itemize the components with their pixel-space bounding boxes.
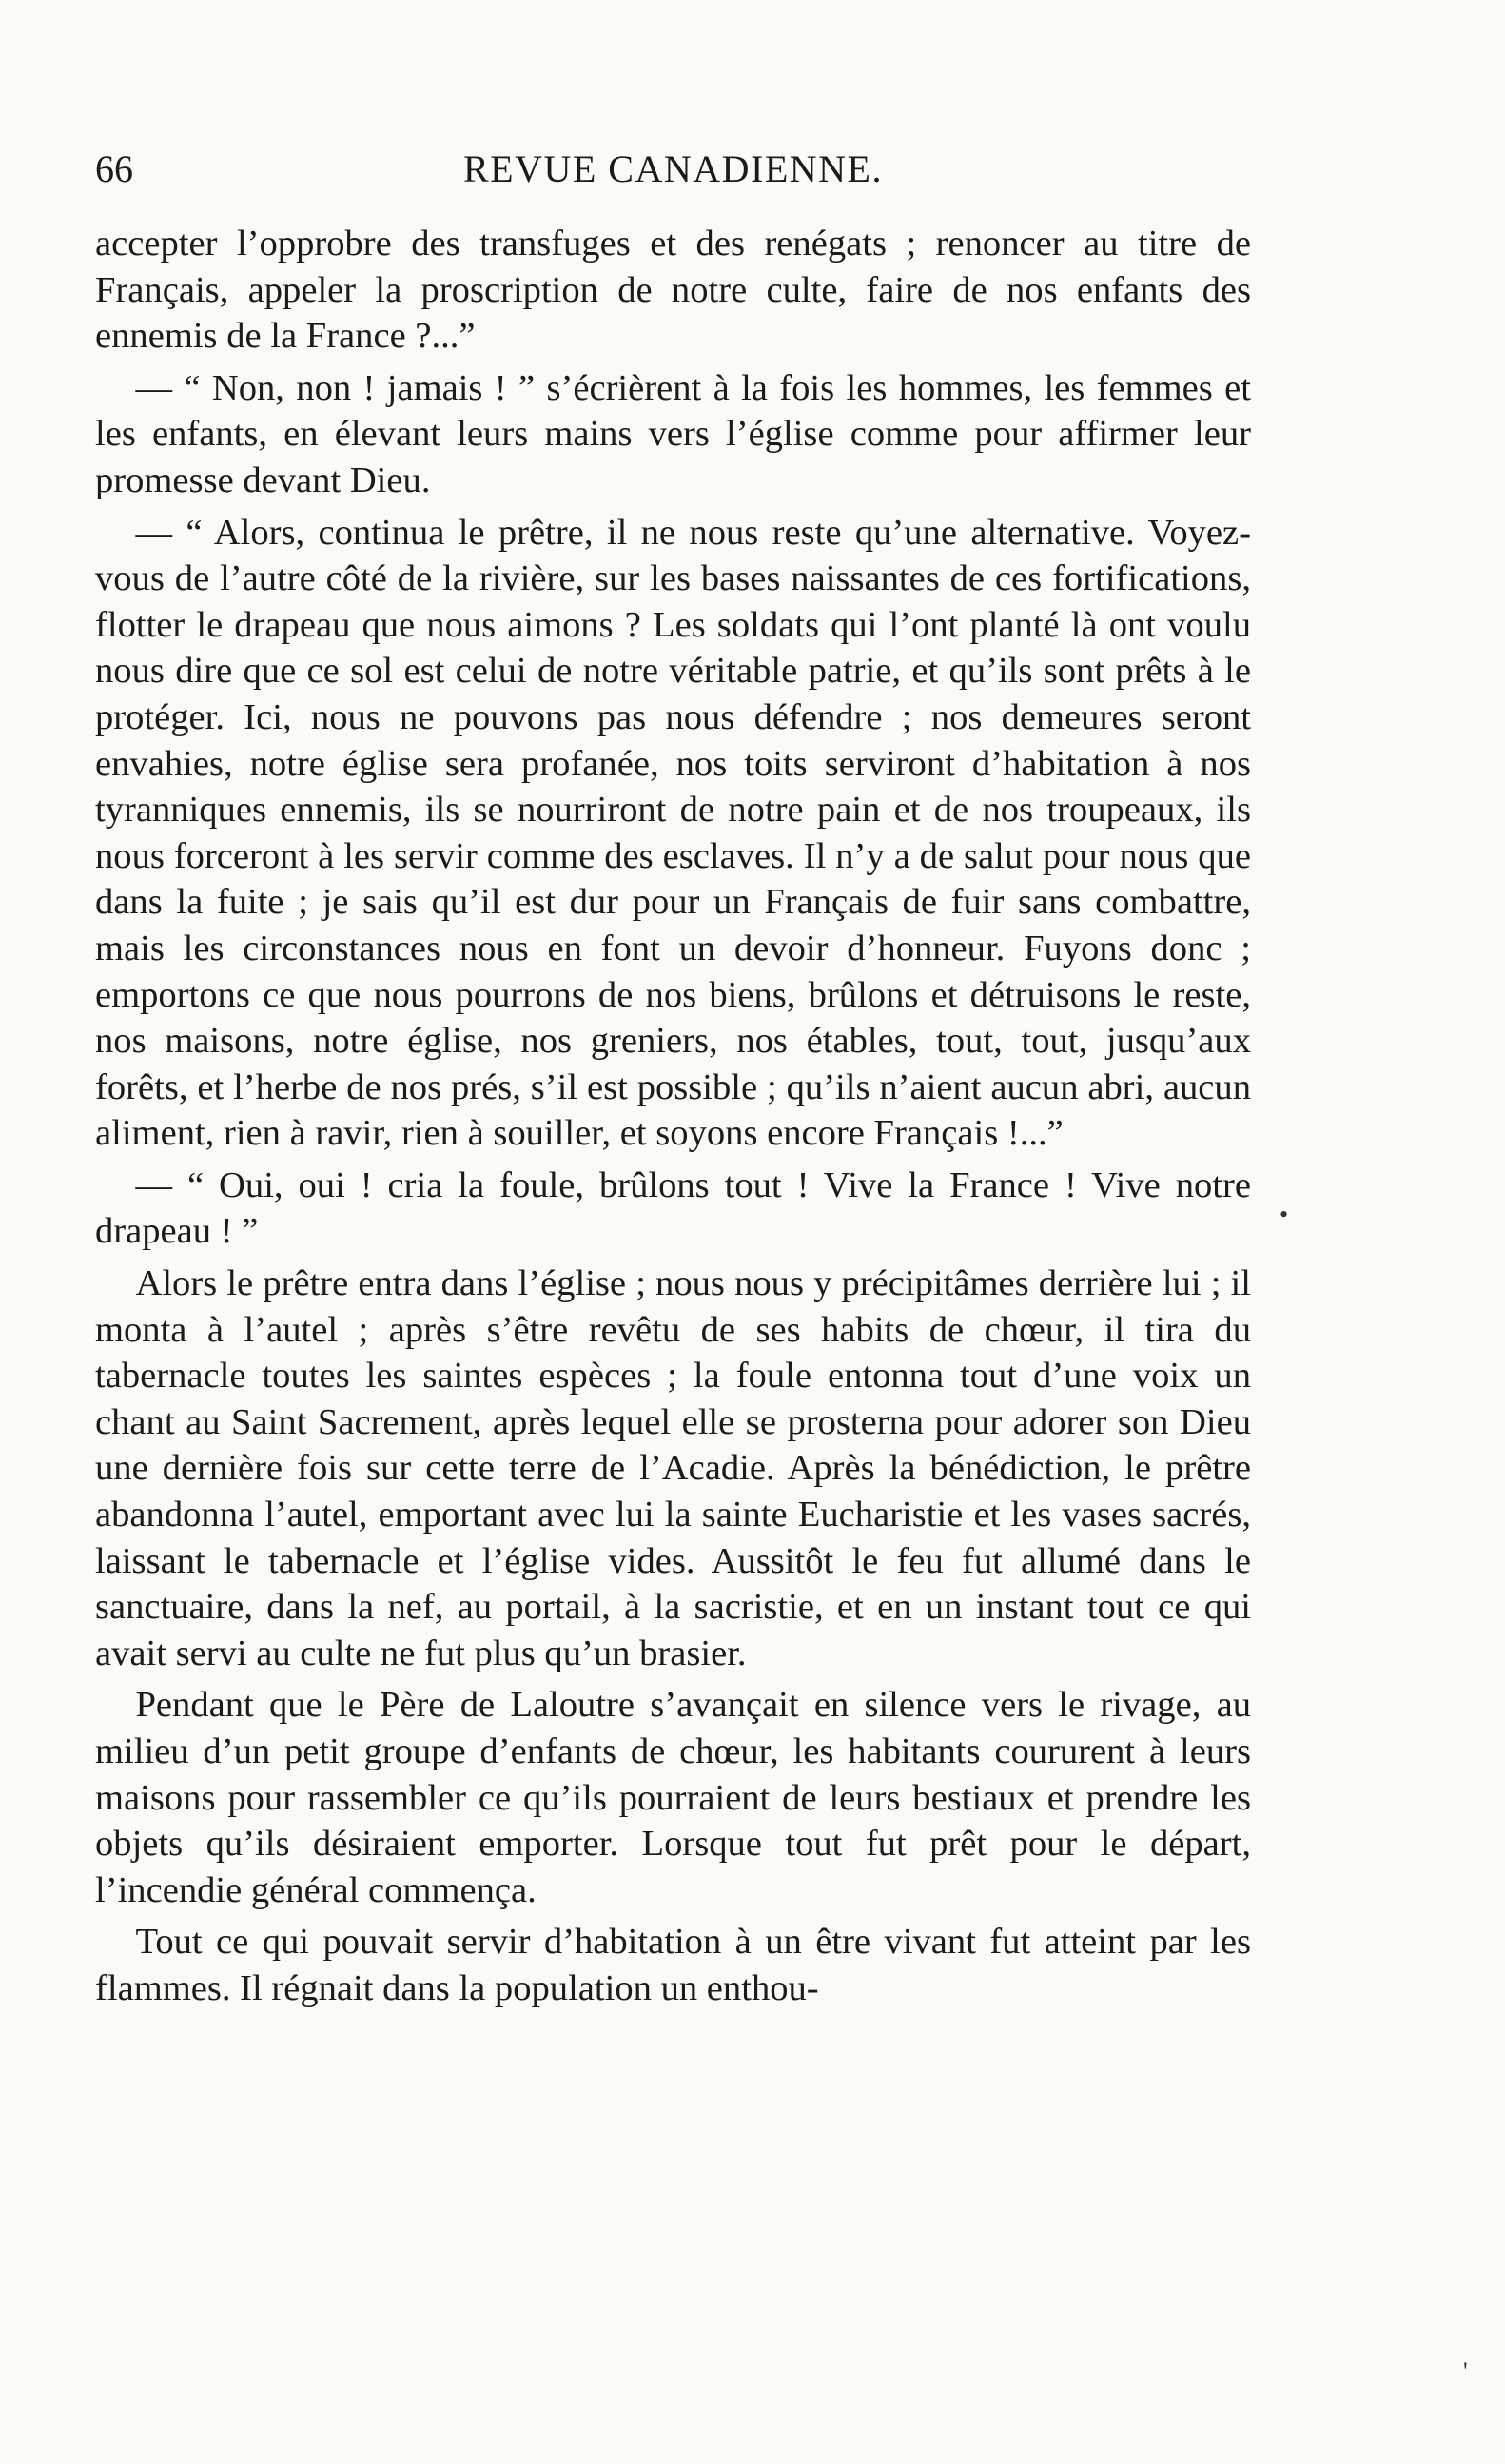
paragraph: Pendant que le Père de Laloutre s’avançait en silence vers le rivage, au milieu d’un petit groupe d’enfants de chœur, les habitants coururent à leurs maisons pour rassembler ce qu’ils pourraient de leurs bestiaux et prendre les objets qu’ils désiraient emporter. Lorsque tout fut prêt pour le départ, l’incendie général commença. <box>95 1685 1251 1910</box>
paragraph: Alors le prêtre entra dans l’église ; nous nous y précipitâmes derrière lui ; il monta à l’autel ; après s’être revêtu de ses habits de chœur, il tira du tabernacle toutes les saintes espèces ; la foule entonna tout d’une voix un chant au Saint Sacrement, après lequel elle se prosterna pour adorer son Dieu une dernière fois sur cette terre de l’Acadie. Après la bénédiction, le prêtre abandonna l’autel, emportant avec lui la sainte Eucharistie et les vases sacrés, laissant le tabernacle et l’église vides. Aussitôt le feu fut allumé dans le sanctuaire, dans la nef, au portail, à la sacristie, et en un instant tout ce qui avait servi au culte ne fut plus qu’un brasier. <box>95 1263 1251 1673</box>
page-number: 66 <box>95 147 133 190</box>
paragraph: accepter l’opprobre des transfuges et des renégats ; renoncer au titre de Français, appeler la proscription de notre culte, faire de nos enfants des ennemis de la France ?...” <box>95 224 1251 357</box>
paragraph: Tout ce qui pouvait servir d’habitation à un être vivant fut atteint par les flammes. Il régnait dans la population un enthou- <box>95 1922 1251 2008</box>
margin-speck: • <box>1280 1201 1289 1228</box>
running-title: REVUE CANADIENNE. <box>462 147 883 190</box>
paragraph: — “ Oui, oui ! cria la foule, brûlons tout ! Vive la France ! Vive notre drapeau ! ” <box>95 1164 1251 1252</box>
paragraph: — “ Alors, continua le prêtre, il ne nous reste qu’une alternative. Voyez-vous de l’autre côté de la rivière, sur les bases naissantes de ces fortifications, flotter le drapeau que nous aimons ? Les soldats qui l’ont planté là ont voulu nous dire que ce sol est celui de notre véritable patrie, et qu’ils sont prêts à le protéger. Ici, nous ne pouvons pas nous défendre ; nos demeures seront envahies, notre église sera profanée, nos toits serviront d’habitation à nos tyranniques ennemis, ils se nourriront de notre pain et de nos troupeaux, ils nous forceront à les servir comme des esclaves. Il n’y a de salut pour nous que dans la fuite ; je sais qu’il est dur pour un Français de fuir sans combattre, mais les circonstances nous en font un devoir d’honneur. Fuyons donc ; emportons ce que nous pourrons de nos biens, brûlons et détruisons le reste, nos maisons, notre église, nos greniers, nos étables, tout, tout, jusqu’aux forêts, et l’herbe de nos prés, s’il est possible ; qu’ils n’aient aucun abri, aucun aliment, rien à ravir, rien à souiller, et soyons encore Français !...” <box>95 512 1251 1154</box>
page-header <box>95 141 1251 198</box>
paragraph: — “ Non, non ! jamais ! ” s’écrièrent à la fois les hommes, les femmes et les enfants, en élevant leurs mains vers l’église comme pour affirmer leur promesse devant Dieu. <box>95 367 1251 500</box>
body-text <box>95 221 1251 2018</box>
margin-speck: ' <box>1463 2357 1468 2385</box>
